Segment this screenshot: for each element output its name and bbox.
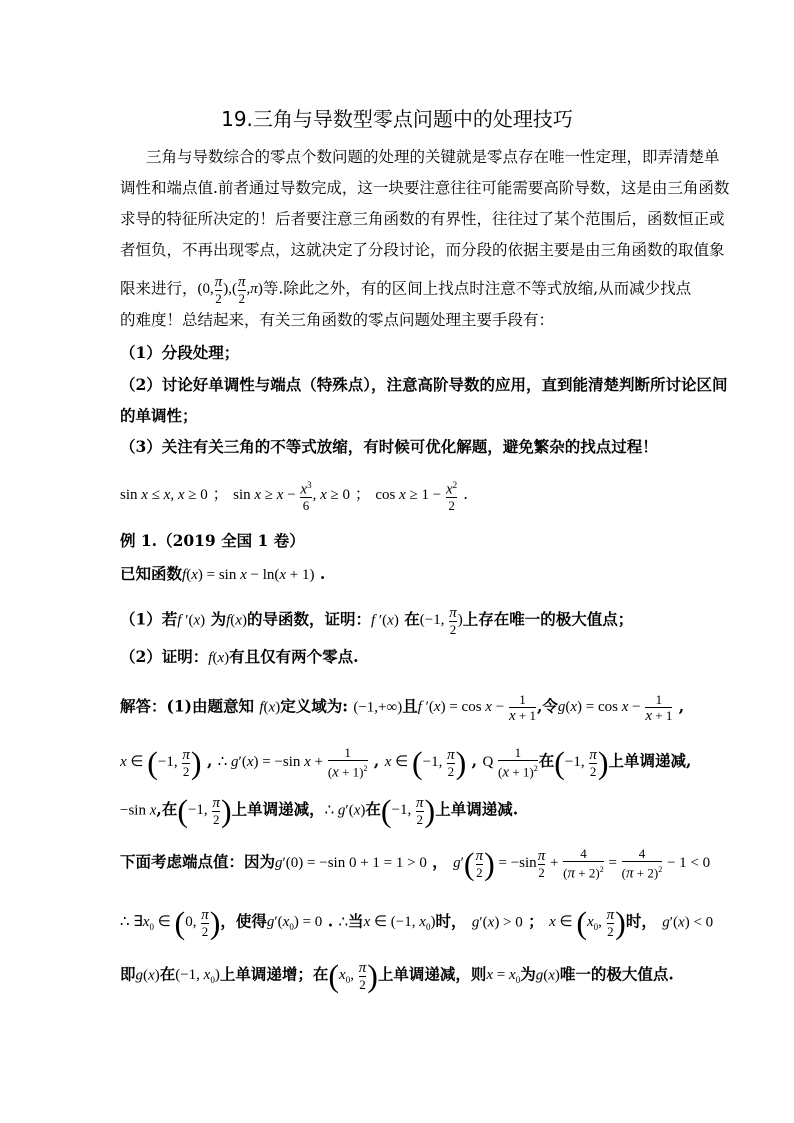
- given-prefix: 已知函数: [120, 564, 183, 583]
- s3-text-d: 在: [365, 799, 381, 819]
- intro-line-6: 的难度！总结起来，有关三角函数的零点问题处理主要手段有：: [120, 311, 555, 329]
- s1-text-c: 且: [402, 696, 418, 716]
- s1-text-d: ,令: [536, 696, 558, 716]
- s6-text-d: 上单调递减，则: [377, 964, 487, 984]
- question-2: （2）证明：f(x)有且仅有两个零点.: [120, 647, 359, 666]
- example-given: 已知函数f(x) = sin x − ln(x + 1) .: [120, 564, 326, 583]
- s3-text-e: 上单调递减.: [435, 799, 519, 819]
- solution-line-2: x ∈ (−1, $\frac{\pi}{2}$ ) , ∴ g′(x) = −sin x + $\frac{1}{(x + 1)^2}$ , x ∈ (−1, $\frac{\pi}{2}$ ) , Q $\frac{1}{(x + 1)^2}$ 在(−1, $\frac{\pi}{2}$ )上单调递减,: [120, 744, 692, 781]
- s6-text-e: 为: [520, 964, 536, 984]
- q1-text-d: 在: [404, 609, 420, 629]
- example-heading: 例 1.（2019 全国 1 卷）: [120, 531, 305, 550]
- s6-text-c: 上单调递增；在: [219, 964, 329, 984]
- s5-text-b: 当: [348, 911, 364, 931]
- q1-text-b: 为: [210, 609, 227, 629]
- s1-text-a: 解答：(1)由题意知: [120, 696, 254, 716]
- s1-text-b: 定义域为:: [280, 696, 348, 716]
- inequality-formulas: sin x ≤ x, x ≥ 0 ； sin x ≥ x − $\frac{x^3}{6}$ , x ≥ 0 ； cos x ≥ 1 − $\frac{x^2}{2}$ .: [120, 480, 469, 514]
- intro-line-2: 调性和端点值.前者通过导数完成，这一块要注意往往可能需要高阶导数，这是由三角函数: [120, 179, 730, 197]
- method-1: （1）分段处理；: [120, 343, 240, 362]
- q2-text-b: 有且仅有两个零点.: [229, 647, 359, 666]
- s3-text-a: 在: [161, 799, 178, 819]
- s6-text-b: 在: [159, 964, 176, 984]
- q1-text-e: 上存在唯一的极大值点；: [462, 609, 634, 629]
- solution-line-4: 下面考虑端点值：因为g′(0) = −sin 0 + 1 = 1 > 0 ， g′( $\frac{\pi}{2}$ ) = −sin $\frac{\pi}{2}$ + $\frac{4}{(\pi + 2)^2}$ = $\frac{4}{(\pi + 2)^2}$ − 1 < 0: [120, 845, 711, 882]
- s5-text-d: 时，: [625, 911, 657, 931]
- intro-line-5-end: 等.除此之外，有的区间上找点时注意不等式放缩,从而减少找点: [262, 279, 692, 298]
- document-title: 19.三角与导数型零点问题中的处理技巧: [221, 107, 573, 131]
- solution-line-1: 解答：(1)由题意知 f(x)定义域为: (−1,+∞)且f ′(x) = cos x − $\frac{1}{x + 1}$ ,令g(x) = cos x − $\frac{1}{x + 1}$ ,: [120, 692, 685, 724]
- method-2-line-2: 的单调性；: [120, 406, 198, 425]
- interval-formula: (0, $\frac{\pi}{2}$ ),( $\frac{\pi}{2}$ ,π): [197, 274, 263, 306]
- solution-line-5: ∴ $\exists x_0$ ∈ (0, $\frac{\pi}{2}$ )，使得$g'(x_0) = 0$ . ∴当x ∈ (−1, $x_0$)时， g′(x) > 0 ； x ∈ ($x_0$, $\frac{\pi}{2}$ )时， g′(x) < 0: [120, 905, 714, 941]
- method-3: （3）关注有关三角的不等式放缩，有时候可优化解题，避免繁杂的找点过程！: [120, 437, 658, 456]
- s4-text-a: 下面考虑端点值：因为: [120, 852, 276, 872]
- method-2-line-1: （2）讨论好单调性与端点（特殊点），注意高阶导数的应用，直到能清楚判断所讨论区间: [120, 375, 728, 394]
- intro-line-1: 三角与导数综合的零点个数问题的处理的关键就是零点存在唯一性定理，即弄清楚单: [146, 148, 720, 166]
- intro-line-5: [120, 274, 691, 306]
- intro-line-3: 求导的特征所决定的！后者要注意三角函数的有界性，往往过了某个范围后，函数恒正或: [120, 210, 725, 228]
- intro-line-4: 者恒负，不再出现零点，这就决定了分段讨论，而分段的依据主要是由三角函数的取值象: [120, 241, 725, 259]
- solution-line-6: 即g(x)在(−1, $x_0$)上单调递增；在($x_0$, $\frac{\pi}{2}$ )上单调递减，则$x = x_0$为g(x)唯一的极大值点.: [120, 958, 674, 994]
- q1-text-a: （1）若: [120, 609, 178, 629]
- q2-text-a: （2）证明：: [120, 647, 209, 666]
- s2-text-b: 上单调递减,: [608, 751, 692, 771]
- s5-text-a: ，使得: [220, 911, 267, 931]
- s5-text-c: 时，: [435, 911, 467, 931]
- q1-text-c: 的导函数，证明：: [246, 609, 371, 629]
- s3-text-c: 上单调递减，: [231, 799, 325, 819]
- solution-line-3: −sin x,在(−1, $\frac{\pi}{2}$ )上单调递减，∴ g′(x)在(−1, $\frac{\pi}{2}$ )上单调递减.: [120, 793, 519, 829]
- s6-text-a: 即: [120, 964, 136, 984]
- s2-text-a: 在: [538, 751, 555, 771]
- question-1: （1）若f ′(x) 为f(x)的导函数，证明：f ′(x) 在(−1, $\frac{\pi}{2}$ )上存在唯一的极大值点；: [120, 605, 634, 637]
- s6-text-f: 唯一的极大值点.: [559, 964, 674, 984]
- intro-line-5-start: 限来进行，: [120, 279, 198, 298]
